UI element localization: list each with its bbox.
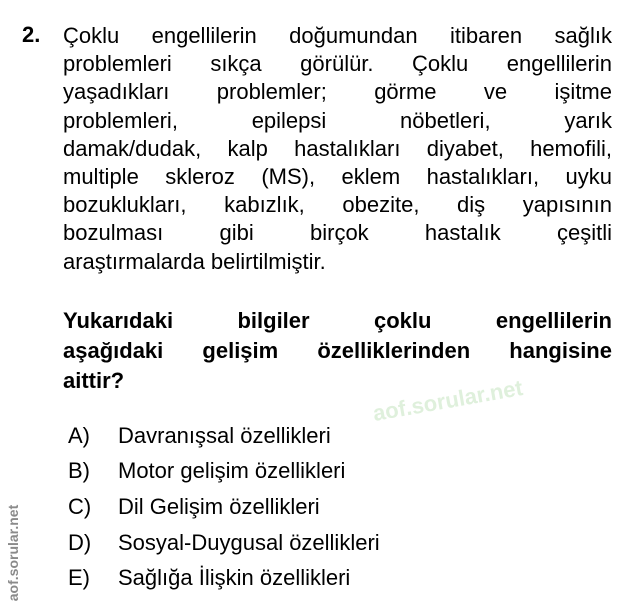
text-line [63,135,612,163]
word: Çoklu [63,23,120,48]
word: skleroz [165,164,235,190]
question-prompt [63,306,612,396]
option-text: Dil Gelişim özellikleri [118,493,320,519]
option-letter: D) [68,529,92,555]
word: bozuklukları, [63,192,187,218]
text-line [63,22,612,50]
question-stem [63,22,612,276]
option-text: Sağlığa İlişkin özellikleri [118,565,351,591]
word: hastalıkları [294,135,401,161]
word: diş [457,192,486,218]
option-letter: B) [68,458,90,484]
word: yarık [564,107,612,133]
word: engellilerin [506,51,612,77]
word: obezite, [342,192,420,218]
text-line [63,50,612,78]
word: Yukarıdaki [63,308,174,333]
word: problemleri, [63,107,178,133]
word: aittir? [63,368,125,393]
text-line [63,219,612,247]
option-text: Davranışsal özellikleri [118,422,331,448]
word: kalp [227,135,268,161]
word: bozulması [63,220,164,246]
option-letter: A) [68,422,90,448]
word: uyku [565,164,612,190]
word: kabızlık, [224,192,305,218]
word: araştırmalarda [63,248,205,274]
word: engellilerin [151,23,257,48]
word: görme [374,79,437,105]
word: damak/dudak, [63,135,202,161]
text-line [63,163,612,191]
option-a[interactable] [68,418,380,454]
option-letter: C) [68,493,92,519]
option-d[interactable] [68,525,380,561]
word: engellilerin [495,308,612,333]
word: aşağıdaki [63,338,164,363]
text-line [63,306,612,336]
option-text: Sosyal-Duygusal özellikleri [118,529,380,555]
text-line [63,248,612,276]
word: multiple [63,164,139,190]
text-line [63,336,612,366]
option-c[interactable] [68,489,380,525]
word: diyabet, [426,135,504,161]
word: nöbetleri, [400,107,491,133]
word: itibaren [449,23,523,48]
text-line [63,78,612,106]
word: görülür. [300,51,374,77]
option-text: Motor gelişim özellikleri [118,458,346,484]
question-number: 2. [22,22,41,47]
word: epilepsi [251,107,327,133]
word: problemleri [63,51,172,77]
option-letter: E) [68,565,90,591]
word: özelliklerinden [317,338,471,363]
word: çeşitli [556,220,612,246]
word: işitme [554,79,612,105]
option-b[interactable] [68,454,380,490]
word: eklem [341,164,401,190]
word: belirtilmiştir. [210,248,326,274]
word: yapısının [522,192,612,218]
word: hemofili, [530,135,612,161]
text-line [63,366,612,396]
word: gibi [219,220,254,246]
word: çoklu [373,308,432,333]
word: gelişim [202,338,279,363]
word: hastalık [424,220,501,246]
word: yaşadıkları [63,79,170,105]
word: (MS), [261,164,316,190]
answer-options [68,418,380,596]
word: problemler; [216,79,327,105]
word: Çoklu [412,51,469,77]
word: ve [483,79,508,105]
side-watermark: aof.sorular.net [5,504,21,602]
text-line [63,107,612,135]
word: bilgiler [237,308,310,333]
option-e[interactable] [68,560,380,596]
word: hangisine [509,338,612,363]
word: sağlık [554,23,612,48]
watermark: aof.sorular.net [370,375,525,426]
word: sıkça [210,51,262,77]
word: hastalıkları, [426,164,540,190]
word: birçok [310,220,369,246]
text-line [63,191,612,219]
word: doğumundan [289,23,418,48]
